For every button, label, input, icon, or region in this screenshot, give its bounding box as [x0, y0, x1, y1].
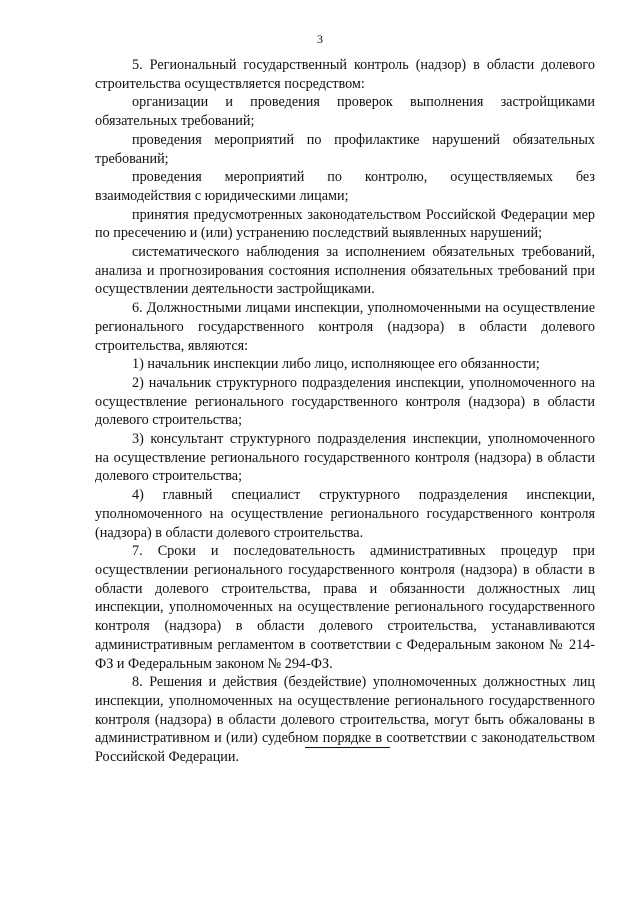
list-item-4: 4) главный специалист структурного подразделения инспекции, уполномоченного на осуществление регионального государственного контроля (надзора) в области долевого строительства.: [95, 487, 595, 541]
list-item-monitoring: систематического наблюдения за исполнением обязательных требований, анализа и прогнозирования состояния исполнения обязательных требований при осуществлении деятельности застройщиками.: [95, 244, 595, 298]
list-item-1: 1) начальник инспекции либо лицо, исполняющее его обязанности;: [132, 356, 540, 373]
document-body: [95, 56, 595, 767]
list-item-3: 3) консультант структурного подразделения инспекции, уполномоченного на осуществление регионального государственного контроля (надзора) в области долевого строительства;: [95, 431, 595, 485]
list-item-prevention: проведения мероприятий по профилактике нарушений обязательных требований;: [95, 131, 595, 167]
paragraph-7: 7. Сроки и последовательность административных процедур при осуществлении регионального государственного контроля (надзора) в области в области долевого строительства, права и обязанности должностных лиц инспекции, уполномоченных на осуществление регионального государственного контроля (надзора) в области долевого строительства, устанавливаются административным регламентом в соответствии с Федеральным законом № 214-ФЗ и Федеральным законом № 294-ФЗ.: [95, 543, 595, 672]
paragraph-5: 5. Региональный государственный контроль (надзор) в области долевого строительства осуществляется посредством:: [95, 57, 595, 92]
list-item-2: 2) начальник структурного подразделения инспекции, уполномоченного на осуществление регионального государственного контроля (надзора) в области долевого строительства;: [95, 374, 595, 429]
paragraph-6: 6. Должностными лицами инспекции, уполномоченными на осуществление регионального государственного контроля (надзора) в области долевого строительства, являются:: [95, 300, 595, 354]
list-item-suppression: принятия предусмотренных законодательством Российской Федерации мер по пресечению и (или) устранению последствий выявленных нарушений;: [95, 206, 595, 242]
end-of-document-line: [305, 747, 390, 748]
paragraph-8: 8. Решения и действия (бездействие) уполномоченных должностных лиц инспекции, уполномоченных на осуществление регионального государственного контроля (надзора) в области долевого строительства, могут быть обжалованы в административном и (или) судебном порядке в соответствии с законодательством Российской Федерации.: [95, 674, 595, 766]
page-number: 3: [317, 32, 323, 46]
list-item-inspections: организации и проведения проверок выполнения застройщиками обязательных требований;: [95, 94, 595, 130]
list-item-control-measures: проведения мероприятий по контролю, осуществляемых без взаимодействия с юридическими лицами;: [95, 169, 595, 204]
